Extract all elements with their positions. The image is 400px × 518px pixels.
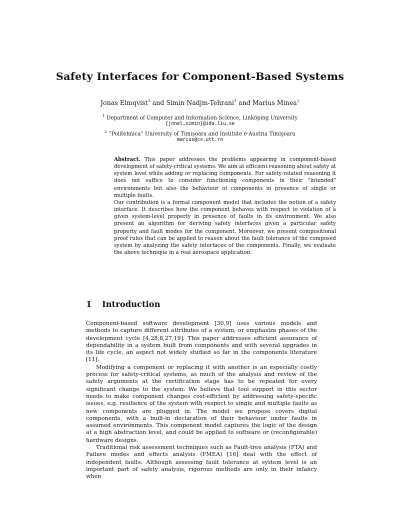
affiliation-marker: 1 <box>234 98 237 103</box>
body-paragraph: Component-based software development [30,9] uses various models and methods to capture different attributes of a system, or emphasize phases of the development cycle [4,28,8,27,19]. This paper addresses efficient assurance of dependability in a system built from components and with several upgrades in its life cycle, an aspect not widely studied so far in the components literature [11]. <box>86 321 317 364</box>
section-heading <box>86 299 160 309</box>
abstract-label: Abstract. <box>114 157 141 163</box>
affiliation-2 <box>0 129 400 145</box>
abstract-paragraph <box>114 157 336 200</box>
affiliation-marker: 1 <box>147 98 151 103</box>
abstract <box>114 157 336 257</box>
section-title: Introduction <box>102 299 161 309</box>
paper-title: Safety Interfaces for Component-Based Systems <box>55 71 345 83</box>
affiliation-marker: 2 <box>296 98 300 103</box>
author-separator: and <box>150 100 167 108</box>
author-name: Marius Minea <box>252 100 297 108</box>
section-number: 1 <box>86 299 92 309</box>
body-paragraph: Traditional risk assessment techniques such as Fault-tree analysis (FTA) and Failure modes and effects analysis (FMEA) [16] deal with the effect of independent faults. Although assessing fault tolerance at system level is an important part of safety analysis, rigorous methods are only in their infancy when <box>86 445 317 481</box>
affiliation-email[interactable]: marius@cs.utt.ro <box>176 138 224 144</box>
abstract-paragraph: Our contribution is a formal component model that includes the notion of a safety interface. It describes how the component behaves with respect to violation of a given system-level property in presence of faults in its environment. We also present an algorithm for deriving safety interfaces given a particular safety property and fault modes for the component. Moreover, we present compositional proof rules that can be applied to reason about the fault tolerance of the composed system by analyzing the safety interfaces of the components. Finally, we evaluate the above technique in a real aerospace application. <box>114 199 336 257</box>
affiliation-1 <box>0 113 400 129</box>
affiliation-email[interactable]: {jonel,simin}@ida.liu.se <box>165 122 235 128</box>
author-separator: and <box>236 100 253 108</box>
affiliation-marker: 2 <box>104 129 108 134</box>
affiliation-marker: 1 <box>102 113 105 118</box>
body-paragraph: Modifying a component or replacing it with another is an especially costly process for safety-critical systems, as much of the analysis and review of the safety arguments at the certification stage has to be repeated for every significant change to the system. We believe that tool support in this sector needs to make component changes cost-efficient by addressing safety-specific issues, e.g. resilience of the system with respect to single and multiple faults as new components are plugged in. The model we propose covers digital components, with a built-in declaration of their behaviour under faults in assumed environments. This component model captures the logic of the design at a high abstraction level, and could be applied to software or (reconfigurable) hardware designs. <box>86 364 317 444</box>
author-name: Simin Nadjm-Tehrani <box>166 100 235 108</box>
affiliation-text: Department of Computer and Information Science, Linköping University <box>106 115 298 122</box>
body-text <box>86 321 317 482</box>
abstract-text: This paper addresses the problems appearing in component-based development of safety-critical systems. We aim at efficient reasoning about safety at system level while adding or replacing components. For safety-related reasoning it does not suffice to consider functioning components in their "intended" environments but also the behaviour of components in presence of single or multiple faults. <box>114 157 336 199</box>
author-list <box>0 98 400 107</box>
affiliation-text: “Politehnica” University of Timişoara and Institute e-Austria Timişoara <box>108 131 296 138</box>
author-name: Jonas Elmqvist <box>100 100 148 108</box>
